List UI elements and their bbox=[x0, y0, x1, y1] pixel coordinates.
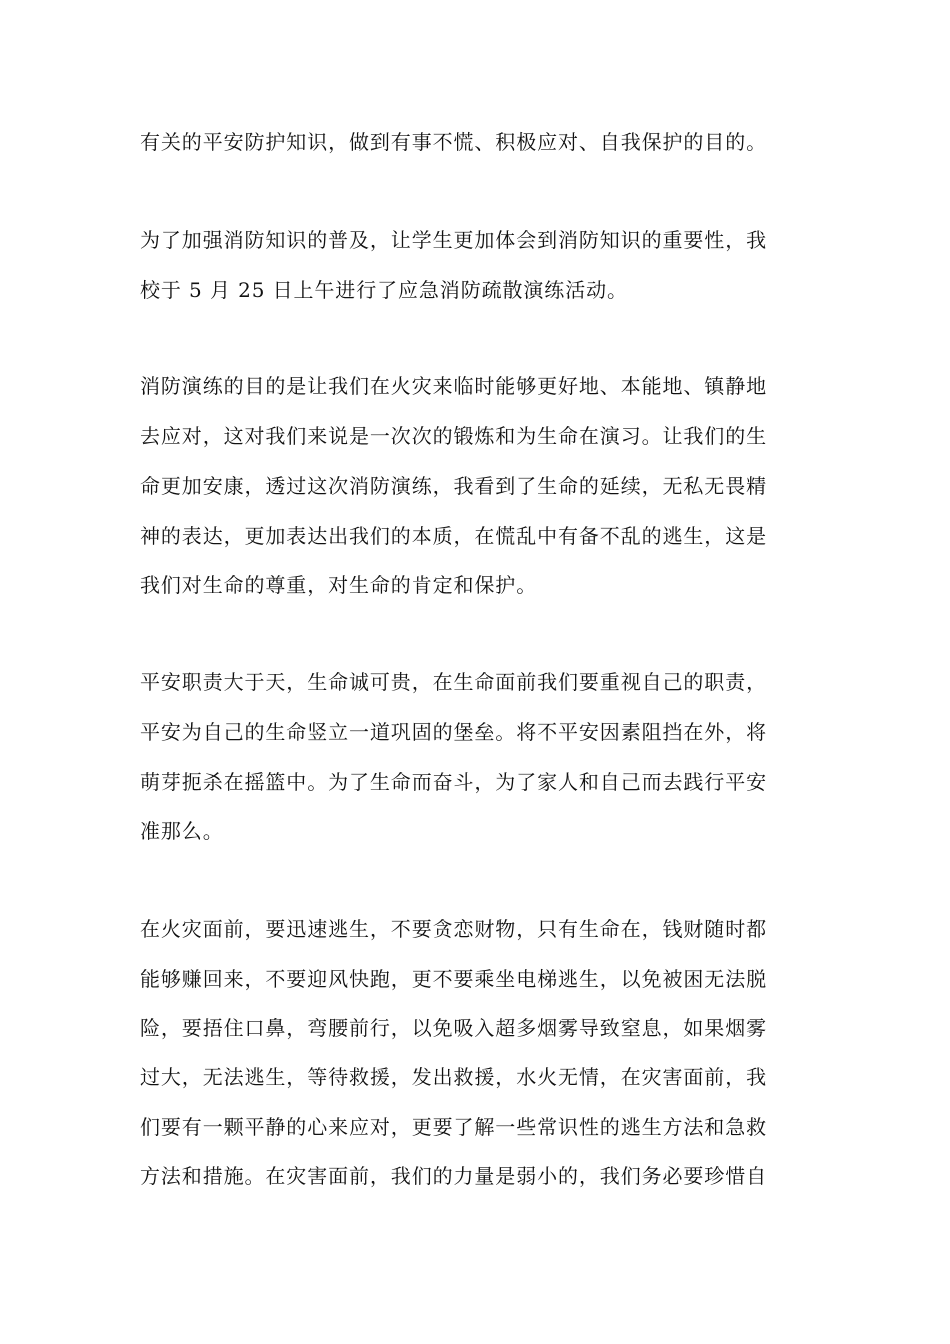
paragraph-5-line-5: 们要有一颗平静的心来应对，更要了解一些常识性的逃生方法和急救 bbox=[140, 1115, 767, 1139]
paragraph-3-line-2: 去应对，这对我们来说是一次次的锻炼和为生命在演习。让我们的生 bbox=[140, 424, 767, 448]
paragraph-5-line-2: 能够赚回来，不要迎风快跑，更不要乘坐电梯逃生，以免被困无法脱 bbox=[140, 967, 767, 991]
paragraph-3-line-1: 消防演练的目的是让我们在火灾来临时能够更好地、本能地、镇静地 bbox=[140, 374, 767, 398]
paragraph-2-line-2: 校于 5 月 25 日上午进行了应急消防疏散演练活动。 bbox=[140, 278, 628, 302]
paragraph-3-line-4: 神的表达，更加表达出我们的本质，在慌乱中有备不乱的逃生，这是 bbox=[140, 524, 767, 548]
paragraph-4-line-3: 萌芽扼杀在摇篮中。为了生命而奋斗，为了家人和自己而去践行平安 bbox=[140, 770, 767, 794]
paragraph-5-line-4: 过大，无法逃生，等待救援，发出救援，水火无情，在灾害面前，我 bbox=[140, 1065, 767, 1089]
paragraph-1-line-1: 有关的平安防护知识，做到有事不慌、积极应对、自我保护的目的。 bbox=[140, 130, 767, 154]
paragraph-4-line-1: 平安职责大于天，生命诚可贵，在生命面前我们要重视自己的职责， bbox=[140, 670, 767, 694]
paragraph-4-line-4: 准那么。 bbox=[140, 819, 224, 843]
paragraph-5-line-6: 方法和措施。在灾害面前，我们的力量是弱小的，我们务必要珍惜自 bbox=[140, 1164, 767, 1188]
paragraph-5-line-3: 险，要捂住口鼻，弯腰前行，以免吸入超多烟雾导致窒息，如果烟雾 bbox=[140, 1016, 767, 1040]
paragraph-4-line-2: 平安为自己的生命竖立一道巩固的堡垒。将不平安因素阻挡在外，将 bbox=[140, 720, 767, 744]
paragraph-5-line-1: 在火灾面前，要迅速逃生，不要贪恋财物，只有生命在，钱财随时都 bbox=[140, 917, 767, 941]
paragraph-2-line-1: 为了加强消防知识的普及，让学生更加体会到消防知识的重要性，我 bbox=[140, 228, 767, 252]
paragraph-3-line-5: 我们对生命的尊重，对生命的肯定和保护。 bbox=[140, 573, 538, 597]
paragraph-3-line-3: 命更加安康，透过这次消防演练，我看到了生命的延续，无私无畏精 bbox=[140, 474, 767, 498]
